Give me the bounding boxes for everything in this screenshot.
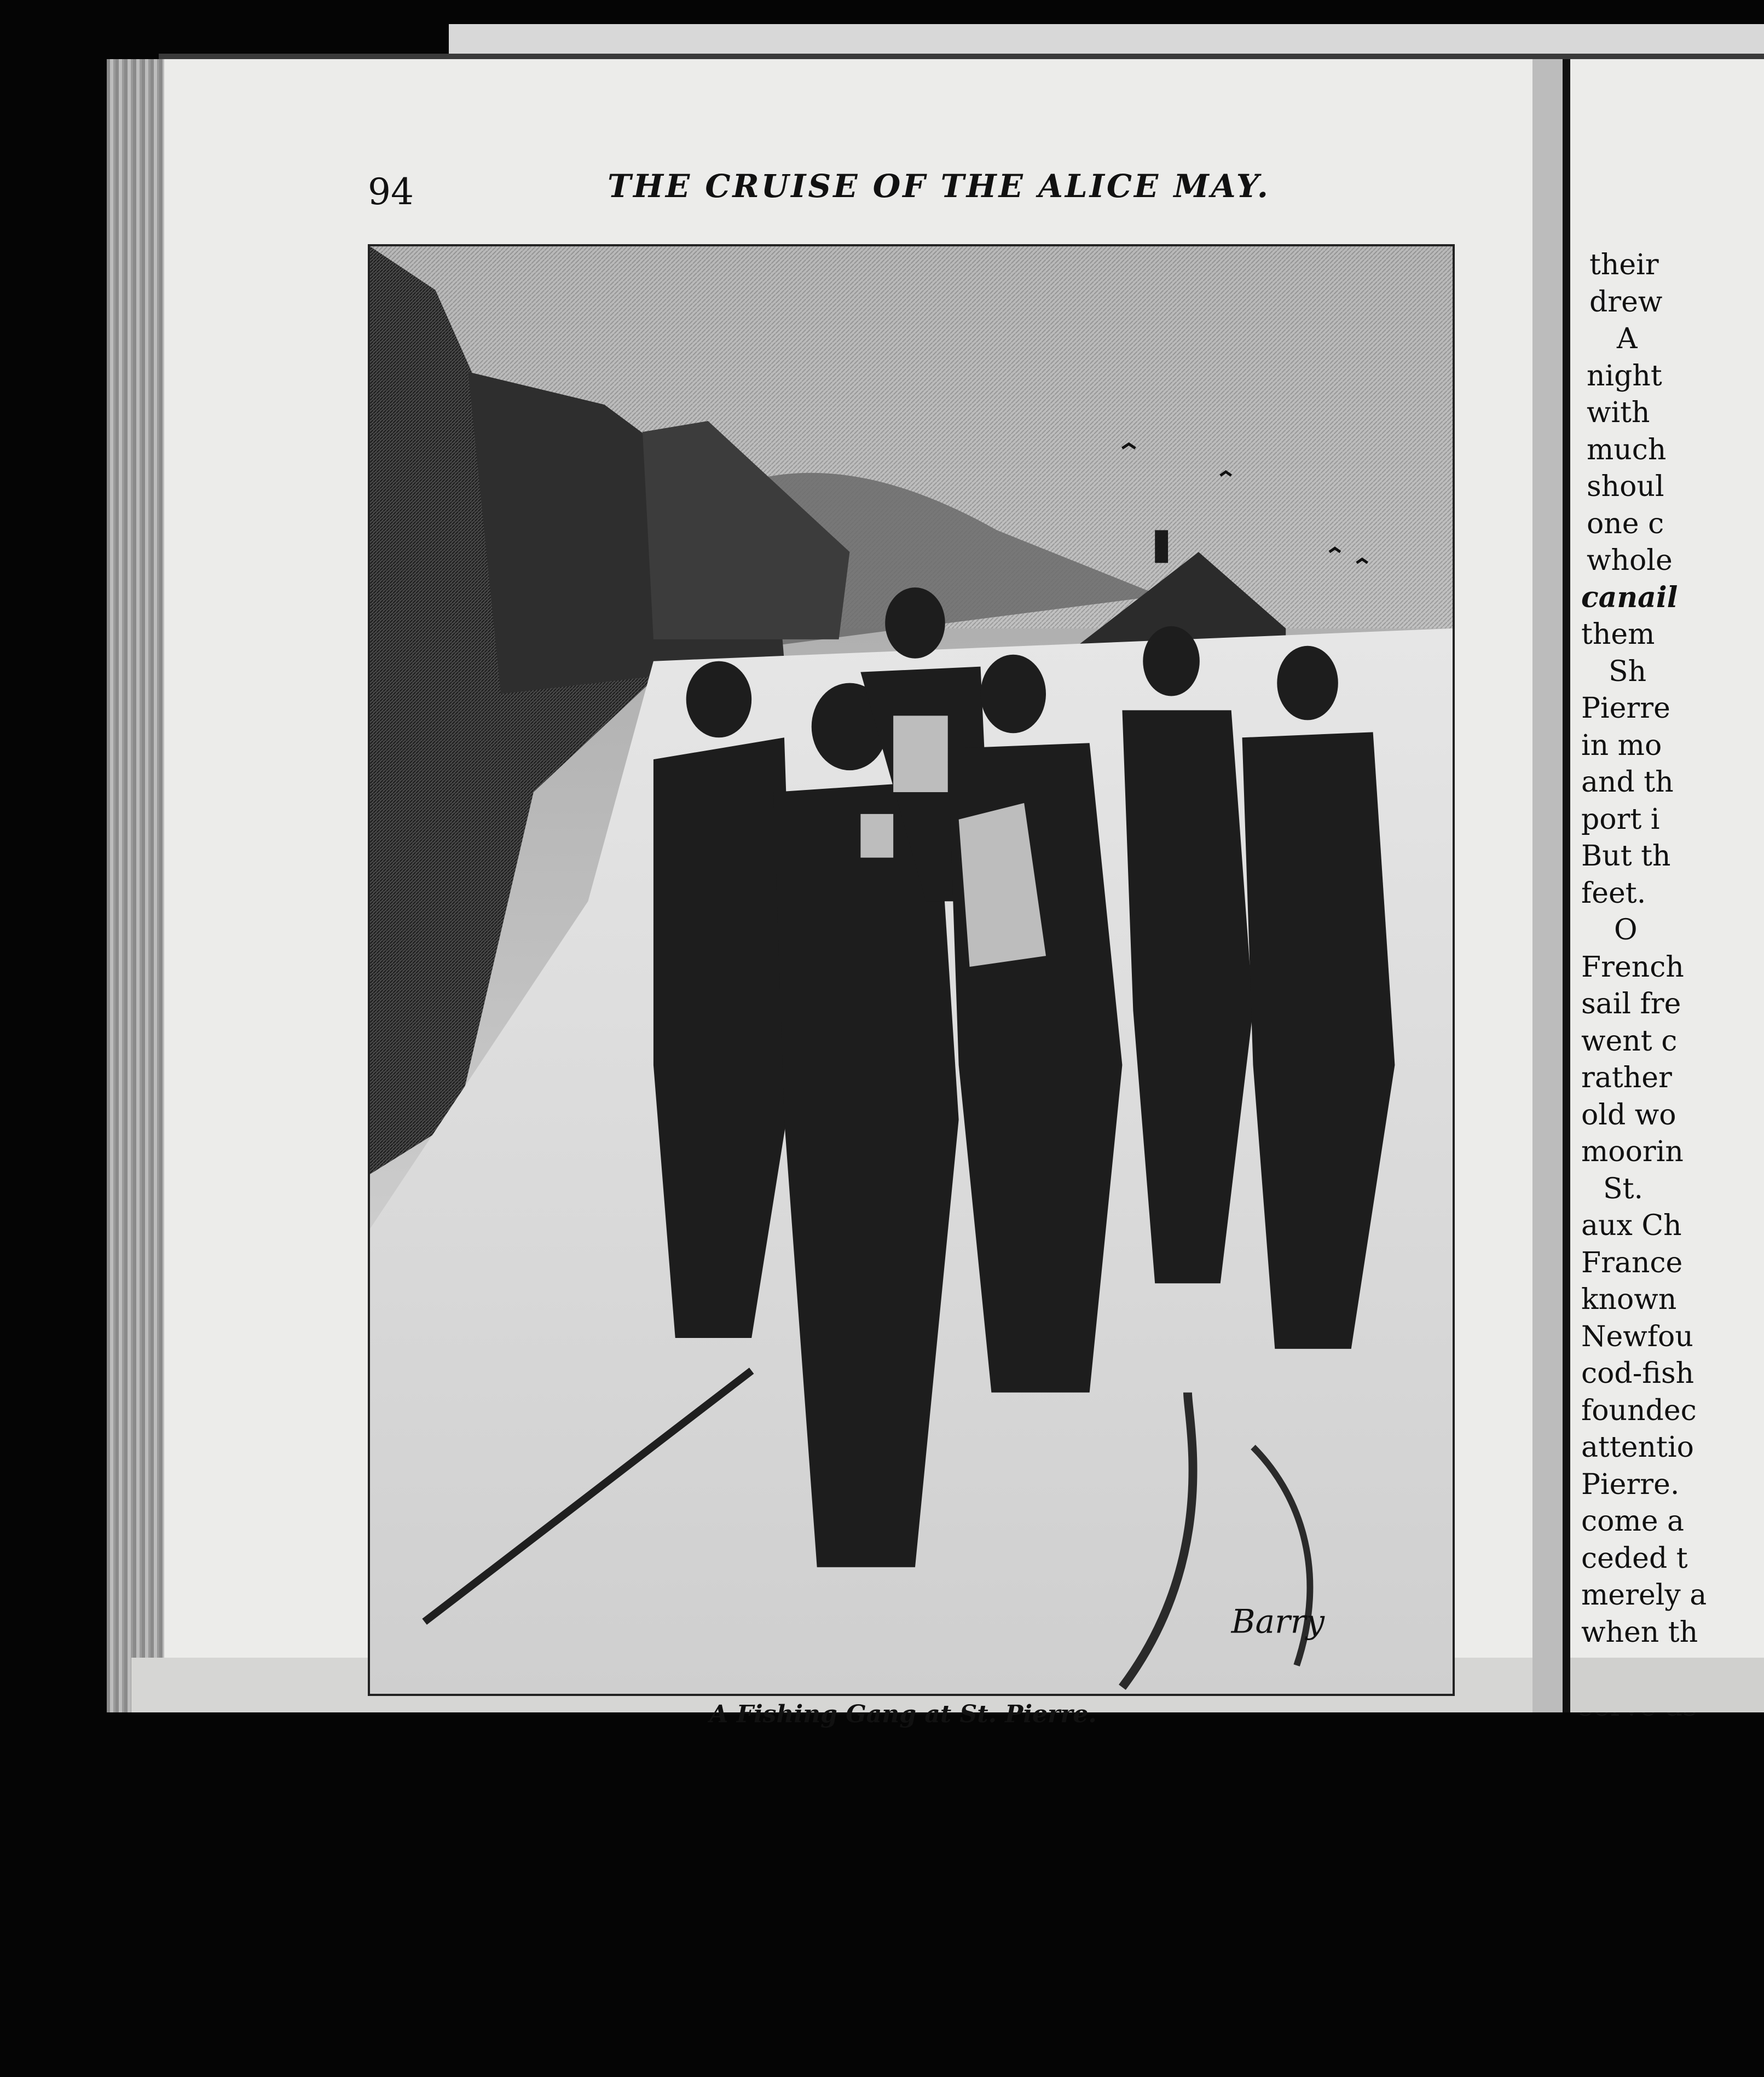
facing-page-line: in mo bbox=[1581, 729, 1662, 762]
facing-page-line: whole bbox=[1587, 544, 1673, 577]
facing-page-line: shoul bbox=[1587, 470, 1664, 503]
facing-page-line: their bbox=[1589, 249, 1659, 281]
facing-page-line: known bbox=[1581, 1283, 1677, 1316]
film-strip-top-edge bbox=[449, 24, 1764, 57]
facing-page-line: and th bbox=[1581, 766, 1674, 799]
facing-page-line: drew bbox=[1589, 285, 1663, 319]
facing-page-line: Pierre bbox=[1581, 692, 1670, 725]
facing-page-line: feet. bbox=[1581, 876, 1646, 910]
facing-page-line: St. bbox=[1603, 1172, 1644, 1205]
facing-page-line: sail fre bbox=[1581, 988, 1681, 1020]
facing-page-line: Newfou bbox=[1581, 1320, 1693, 1353]
facing-page-line: went c bbox=[1581, 1024, 1678, 1058]
facing-page-line: O bbox=[1614, 914, 1638, 947]
facing-page-line: rather bbox=[1581, 1061, 1672, 1094]
facing-page-line: French bbox=[1581, 950, 1684, 984]
facing-page-line: Pierre. bbox=[1581, 1468, 1680, 1501]
gutter-shadow bbox=[1563, 59, 1570, 1712]
facing-page-line: A bbox=[1617, 322, 1638, 355]
facing-page-line: port i bbox=[1581, 803, 1660, 836]
facing-page-line: with bbox=[1587, 396, 1650, 429]
facing-page-line: moorin bbox=[1581, 1135, 1684, 1168]
facing-page-line: canail bbox=[1581, 580, 1678, 614]
facing-page-line: ceded t bbox=[1581, 1542, 1688, 1575]
facing-page-line: come a bbox=[1581, 1505, 1685, 1538]
right-page-bottom-margin bbox=[1570, 1658, 1764, 1712]
page-number: 94 bbox=[368, 171, 414, 213]
facing-page-line: foundec bbox=[1581, 1394, 1697, 1427]
facing-page-line: when th bbox=[1581, 1616, 1698, 1649]
facing-page-line: attentio bbox=[1581, 1431, 1694, 1464]
facing-page-line: them bbox=[1581, 618, 1655, 651]
facing-page-text bbox=[1570, 59, 1764, 1658]
illustration-fishing-gang bbox=[368, 244, 1455, 1696]
book-page-edges bbox=[107, 59, 167, 1712]
facing-page-line: aux Ch bbox=[1581, 1209, 1682, 1242]
facing-page-line: much bbox=[1587, 433, 1667, 466]
facing-page-line: France bbox=[1581, 1246, 1683, 1279]
facing-page-line: old wo bbox=[1581, 1098, 1676, 1132]
facing-page-line: night bbox=[1587, 359, 1662, 393]
engraving-image bbox=[370, 246, 1453, 1694]
artist-signature: Barry bbox=[1231, 1603, 1325, 1641]
facing-page-line: Sh bbox=[1609, 655, 1647, 688]
facing-page-line: cod-fish bbox=[1581, 1357, 1694, 1390]
facing-page-line: one c bbox=[1587, 507, 1664, 540]
facing-page-line: But th bbox=[1581, 840, 1671, 873]
running-head: THE CRUISE OF THE ALICE MAY. bbox=[608, 168, 1270, 205]
right-page bbox=[1570, 59, 1764, 1658]
illustration-caption: A Fishing Gang at St. Pierre. bbox=[709, 1700, 1097, 1728]
facing-page-line: merely a bbox=[1581, 1579, 1707, 1612]
